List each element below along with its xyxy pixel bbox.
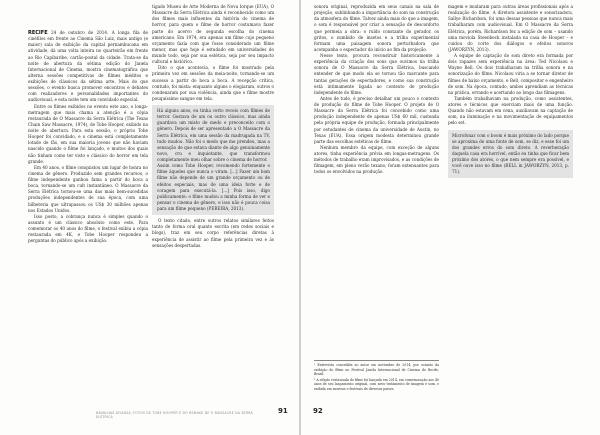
quote-paragraph: Há alguns anos, eu tinha certo receio com filmes de terror. Gostava de um ou outro clássico, mas ainda guardava um misto de medo e preconceito com o gênero. Depois de ser apresentado a O Massacre da Serra Elétrica, em uma sessão da madrugada na TV, tudo mudou. Não foi o medo que me prendeu, mas a sensação de que estava diante de algo genuinamente novo, cru e inquietante, que transformou completamente meu olhar sobre o cinema de horror. [157,108,270,162]
paragraph: Isso posto, a cobrança nunca é simples quando o assunto é um clássico absoluto como este. Para comemorar os 40 anos do filme, o festival exibiu a cópia restaurada em 4K, e Tobe Hooper respondeu a perguntas do público após a exibição. [28,213,148,244]
paragraph: Nesse texto, procura reconstruir historicamente a experiência da criação dos sons que ouvimos na trilha sonora de O Massacre da Serra Elétrica, buscando entender de que modo ela se tornou tão marcante para tantas gerações de espectadores, e como sua construção está intimamente ligada ao contexto de produção independente do filme. [314,53,439,95]
right-page [301,0,600,435]
left-page-column-1 [28,30,148,244]
paragraph: O texto citado, entre outros relatos similares feitos tanto de forma oral quanto escrita (em redes sociais e blogs), traz em seu corpo referências diretas à experiência de assistir ao filme pela primeira vez e às sensações despertadas. [152,218,274,248]
left-page [0,0,299,435]
paragraph: A equipe de captação do som direto era formada por dois rapazes sem experiência na área: Ted Nicolaou e Wayne Bell. Os dois trabalharam na trilha sonora e na sonorização do filme. Nicolaou viria a se tornar diretor de filmes de baixo orçamento, e Bell, compositor e engenheiro de som. Na época, contudo, ambos aprendiam as técnicas na prática, errando e acertando ao longo das filmagens. [448,53,573,95]
right-page-column-2 [448,4,573,181]
block-quote [152,105,274,215]
paragraph: Em 40 anos, o filme conquistou um lugar de honra no cinema de gênero. Produzido sem grandes recursos, o filme independente ganhou fama a partir do boca a boca, tornando-se um cult instantâneo. O Massacre da Serra Elétrica tornou-se uma das mais bem-sucedidas produções independentes de sua época, com uma bilheteria que ultrapassou os US$ 30 milhões apenas nos Estados Unidos. [28,164,148,213]
paragraph: tigado Museu de Arte Moderna de Nova Iorque (EUA), O Massacre da Serra Elétrica ainda é reconhecido como um dos filmes mais influentes da história do cinema de horror, para quem o filme de horror costumava fazer parte do acervo de segunda escolha do cinema americano. Em 1974, era apenas um filme cujo pequeno orçamento fazia com que fosse considerado um filme menor, mas que hoje é estudado em universidades do mundo todo, seja por sua estética, seja por seu impacto cultural e histórico. [152,4,274,65]
page-number-right: 92 [313,407,323,415]
page-number-left: 91 [278,407,288,415]
quote-paragraph: Assim como Tobe Hooper, recomendo fortemente o filme àqueles que nunca o viram. [...] Fazer um bom filme não depende de um grande orçamento ou de efeitos especiais, mas de uma ideia forte e de coragem para executá-la. [...] Pois isso, digo publicamente: o filme mudou a minha forma de ver e pensar o cinema de gênero, e isso não é pouca coisa para um filme pequeno (PEREIRA, 2013). [157,163,270,211]
right-page-column-1 [314,4,439,176]
left-page-column-2 [152,4,274,249]
quote-paragraph: Microfonar com o boom é mais próximo do lado porque se aproxima de uma fonte de som, se diz, e esse foi um dos grandes erros do som direto. A reverberação daquela casa era horrível, então eu tinha que ficar bem próximo dos atores, o que nem sempre era possível, e você ouve isso no filme (BELL in JAWORZYN, 2013, p. 71). [452,132,569,175]
paragraph: sonora original, reproduzida em seus canais na sala de projeção, sublinhando a importância do som na construção da atmosfera do filme. Talvez ainda mais do que a imagem, o som é responsável por criar a sensação de desconforto que permeia a obra: o ruído constante do gerador, os gritos, o zumbido de insetos e a trilha experimental formam uma paisagem sonora perturbadora que acompanha o espectador do início ao fim da projeção. [314,4,439,52]
footnote: ¹ Entrevista concedida ao autor em novembro de 2014, por ocasião da exibição do filme no Festival Janela Internacional de Cinema do Recife, Brasil. [314,363,439,377]
paragraph: magem e mudaram para outras áreas profissionais após a realização do filme. A diretora assistente e sonorizadora, Sallye Richardson, foi uma dessas pessoas que nunca mais trabalharam com audiovisual. Em O Massacre da Serra Elétrica, porém, Richardson fez a edição de som – usando uma moviola Steenbeck instalada na casa de Hooper – e cuidou do corte dos diálogos e efeitos sonoros (JAWORZYN, 2013). [448,4,573,52]
running-head: NAVALHAS AFIADAS, FOTOS DE TOBE HOOPER E DO REMAKE DE O MASSACRE DA SERRA ELÉTRICA [96,411,253,420]
paragraph: 24 de outubro de 2014. A longa fila de cinéfilos em frente ao Cinema São Luiz, mais antigo (e maior) sala de exibição da capital pernambucana em atividade, dá uma volta inteira no quarteirão em frente ao Rio Capibaribe, cartão-postal da cidade. Trata-se da noite de abertura da sétima edição do Janela Internacional de Cinema, mostra cinematográfica que alterna sessões competitivas de filmes inéditos e exibições de clássicos da sétima arte. Mais do que sessões, o evento busca promover encontros e debates com realizadores e personalidades importantes do audiovisual, e esta noite tem um convidado especial. [28,30,148,103]
footnote: ² A edição restaurada do filme foi lançada em 2014, em comemoração aos 40 anos de seu lançamento original, com novo tratamento de imagem e som, e exibida em mostras e festivais de diversos países. [314,377,439,391]
footnotes [314,360,439,393]
paragraph: Antes de tudo, é preciso detalhar um pouco o contexto de produção do filme de Tobe Hooper. O projeto de O Massacre da Serra Elétrica foi concebido como uma produção independente de apenas US$ 60 mil, custeada pela própria equipe de produção, formada principalmente por estudantes de cinema da universidade de Austin, no Texas (EUA). Essa origem modesta determinou grande parte das escolhas estéticas do filme. [314,95,439,144]
paragraph: Nenhum membro da equipe, com exceção de alguns atores, tinha experiência prévia em longas-metragens. Os métodos de trabalho eram improvisados, e as condições de filmagem, em pleno verão texano, foram extenuantes para todos os envolvidos na produção. [314,144,439,175]
paragraph: Entre os filmes exibidos no evento este ano, o longa-metragem que mais chama a atenção é a cópia restaurada de O Massacre da Serra Elétrica (The Texas Chain Saw Massacre, 1974), de Tobe Hooper, exibido na noite de abertura. Para esta sessão, o próprio Tobe Hooper foi convidado, e o cinema está completamente lotado de fãs, em sua maioria jovens que não haviam nascido quando o filme foi lançado, e muitos dos quais não tinham como ter visto o clássico do horror em tela grande. [28,103,148,164]
paragraph: Dito o que acontecia, o filme foi mostrado pela primeira vez em sessões da meia-noite, tornando-se um sucesso a partir do boca a boca. A recepção crítica, contudo, foi mista: enquanto alguns o elogiaram, outros o condenaram por sua violência, ainda que o filme mostre pouquíssimo sangue em tela. [152,65,274,101]
paragraph: Também trabalhavam na produção, como assistentes, atores e técnicos que exerciam mais de uma função. Quando não estavam em cena, auxiliavam na captação de som, na iluminação e na movimentação de equipamentos pelo set. [448,95,573,126]
section-lead: RECIFE [28,30,48,36]
block-quote [448,130,573,179]
